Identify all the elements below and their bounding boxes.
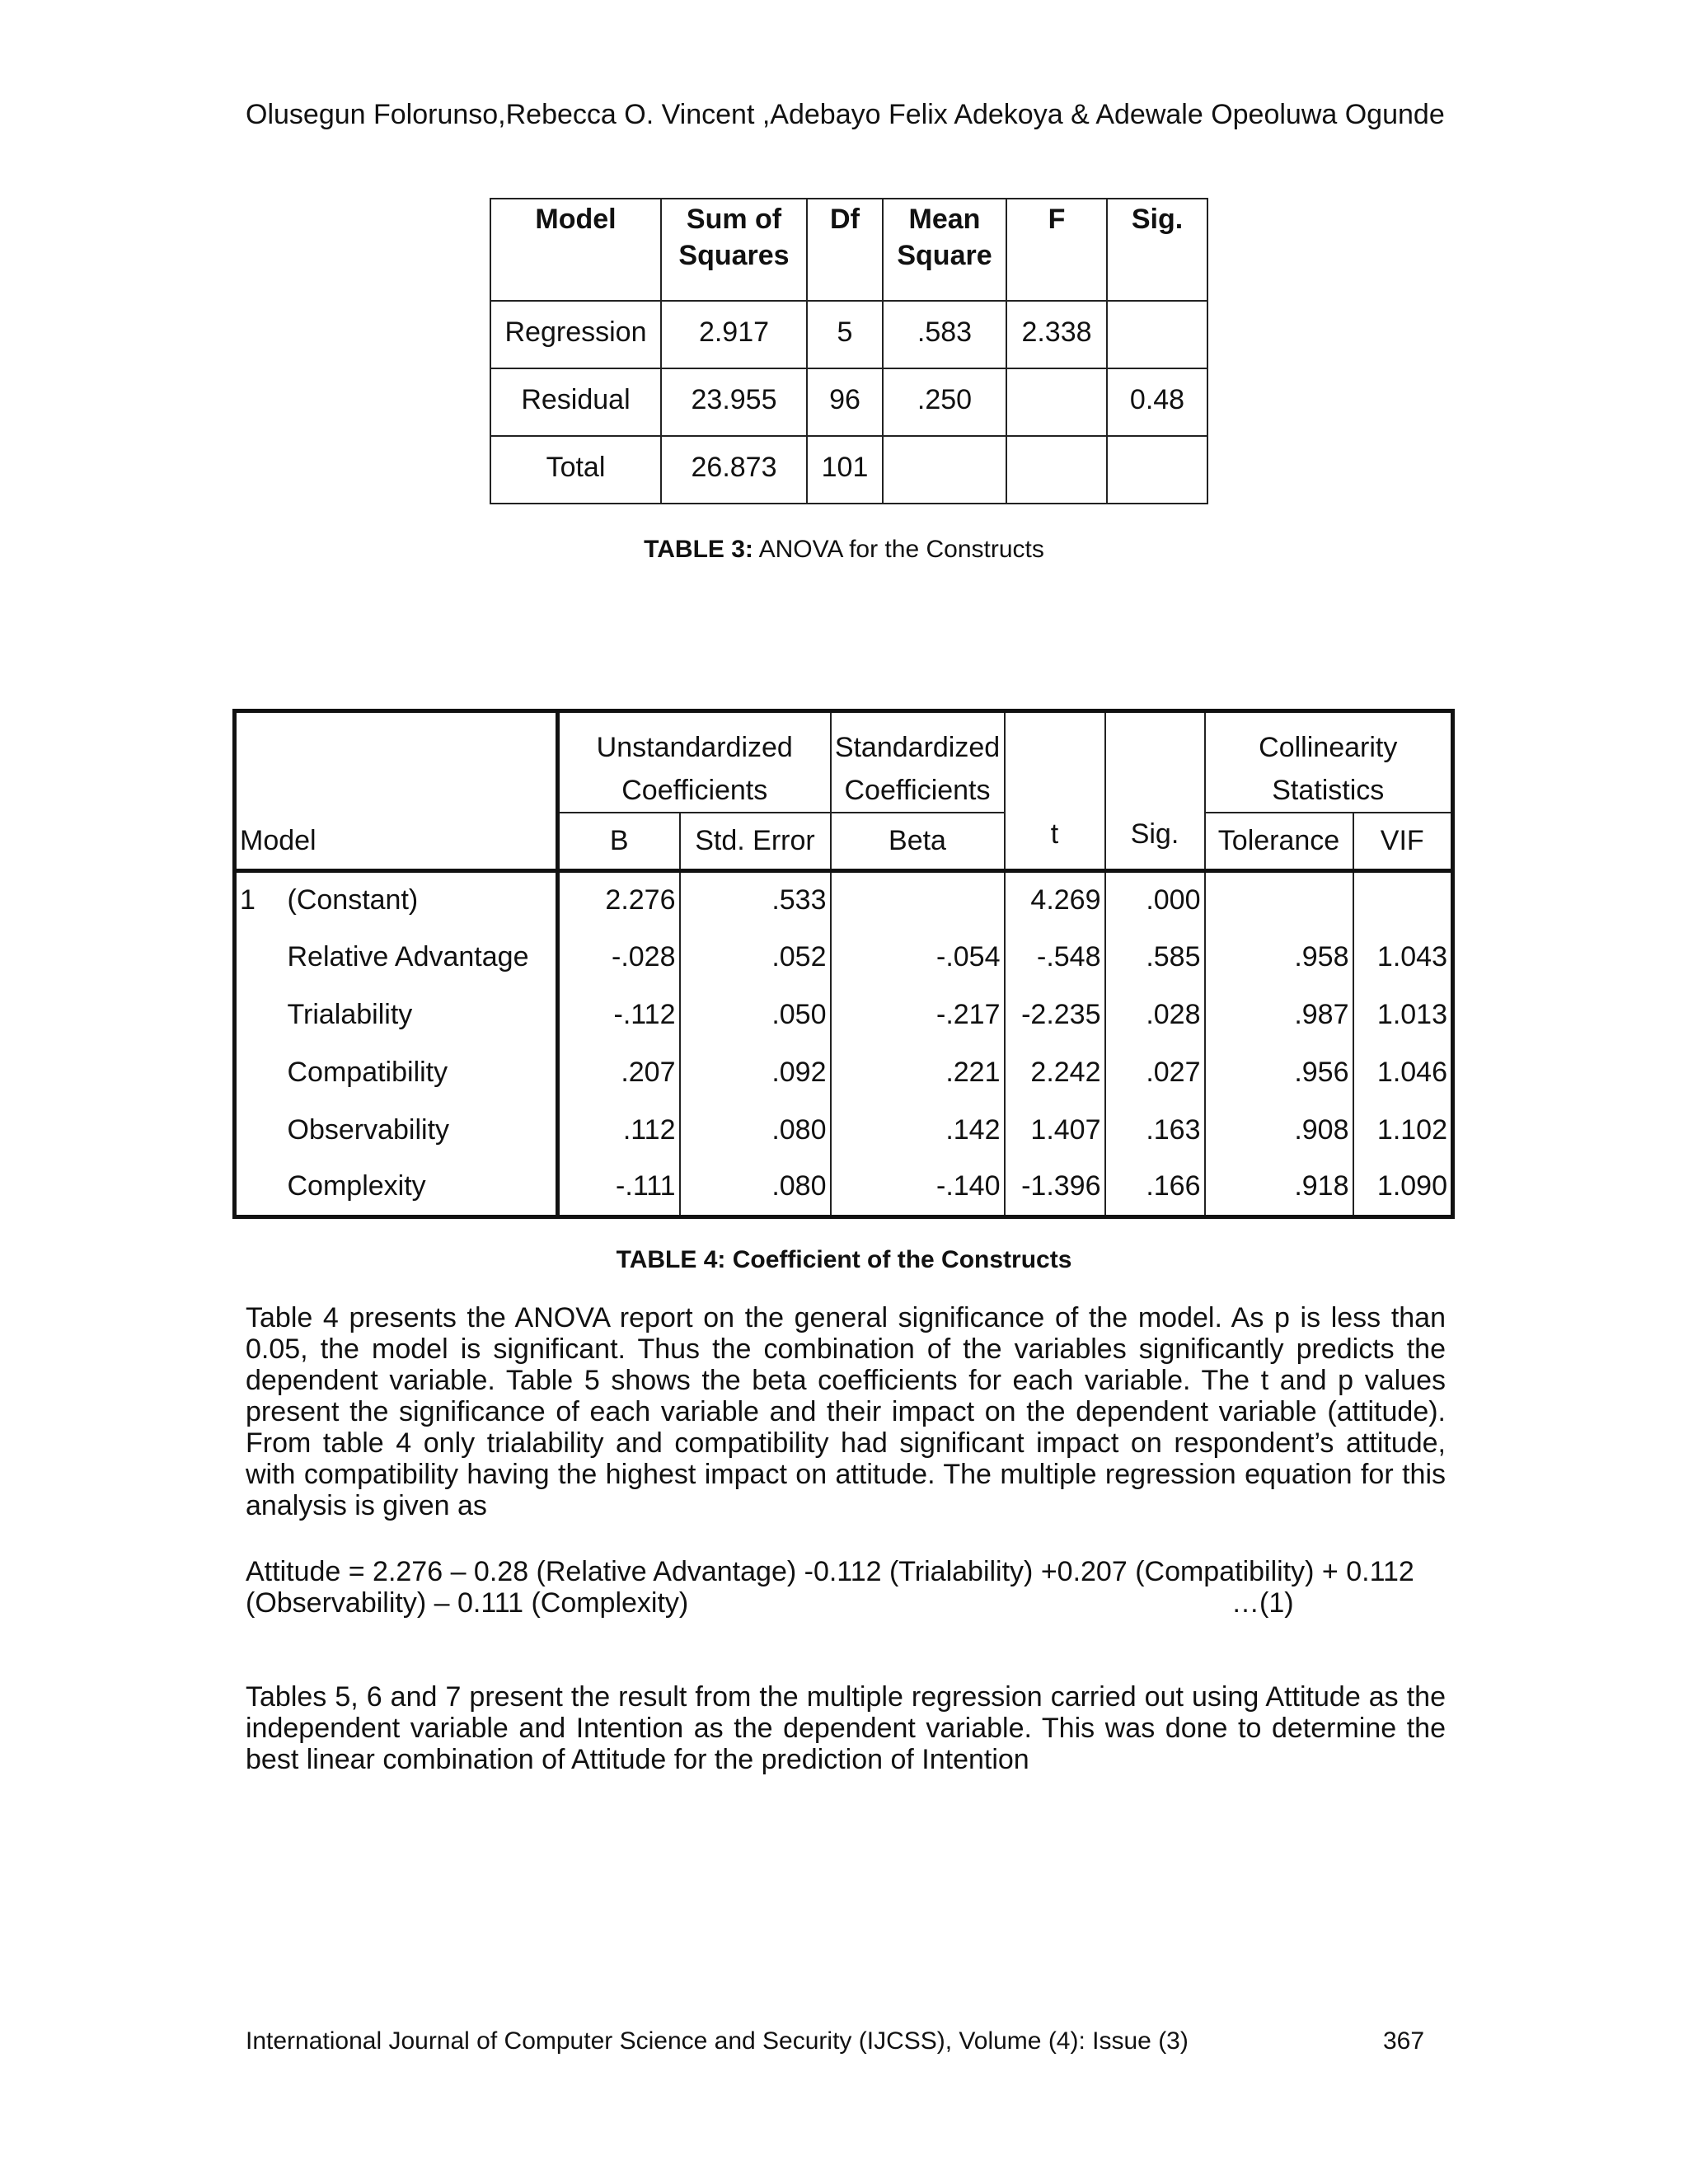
- table-cell: -.028: [558, 928, 680, 986]
- table-cell: 96: [807, 368, 883, 436]
- table-row: [235, 1043, 1453, 1101]
- table-cell: .050: [680, 986, 831, 1043]
- row-label: (Constant): [284, 870, 558, 928]
- col-header: Sig.: [1107, 199, 1207, 301]
- table-cell: .142: [831, 1101, 1005, 1159]
- table-cell: 2.917: [661, 301, 807, 368]
- table-cell: [1006, 436, 1107, 504]
- row-label: Relative Advantage: [287, 940, 529, 972]
- table-cell: -2.235: [1005, 986, 1105, 1043]
- equation-line: Attitude = 2.276 – 0.28 (Relative Advantage) -0.112 (Trialability) +0.207 (Compatibility) + 0.112: [246, 1556, 1414, 1587]
- collinearity-header: Collinearity Statistics: [1205, 711, 1453, 813]
- table-row: [235, 928, 1453, 986]
- table-cell: [831, 870, 1005, 928]
- unstandardized-header: Unstandardized Coefficients: [558, 711, 831, 813]
- table-cell: -.548: [1005, 928, 1105, 986]
- col-header: Sum of Squares: [661, 199, 807, 301]
- table-cell: .908: [1205, 1101, 1353, 1159]
- body-paragraph: Tables 5, 6 and 7 present the result from the multiple regression carried out using Attitude as the independent variable and Intention as the dependent variable. This was done to determine the best linear combination of Attitude for the prediction of Intention: [246, 1681, 1446, 1775]
- col-header: Model: [490, 199, 661, 301]
- row-label: Trialability: [287, 998, 413, 1030]
- table-cell: -1.396: [1005, 1159, 1105, 1216]
- table-cell: 0.48: [1107, 368, 1207, 436]
- empty-cell: [235, 928, 284, 986]
- journal-citation: International Journal of Computer Science and Security (IJCSS), Volume (4): Issue (3): [246, 2027, 1189, 2055]
- model-header: Model: [240, 824, 316, 856]
- beta-header: Beta: [831, 813, 1005, 870]
- table-cell: 1.090: [1353, 1159, 1453, 1216]
- table-cell: .250: [883, 368, 1006, 436]
- table-3-caption: [0, 536, 1688, 564]
- table-cell: [1006, 368, 1107, 436]
- table-cell: -.111: [558, 1159, 680, 1216]
- table-cell: 101: [807, 436, 883, 504]
- table-cell: [883, 436, 1006, 504]
- table-cell: 2.276: [558, 870, 680, 928]
- standardized-header: Standardized Coefficients: [831, 711, 1005, 813]
- table-cell: 1.102: [1353, 1101, 1453, 1159]
- table-cell: 2.338: [1006, 301, 1107, 368]
- table-cell: -.217: [831, 986, 1005, 1043]
- sig-header: Sig.: [1105, 711, 1205, 871]
- table-cell: .052: [680, 928, 831, 986]
- page-footer: [246, 2027, 1446, 2055]
- table-cell: 4.269: [1005, 870, 1105, 928]
- empty-cell: [235, 1043, 284, 1101]
- table-cell: .080: [680, 1159, 831, 1216]
- table-cell: .112: [558, 1101, 680, 1159]
- table-cell: .000: [1105, 870, 1205, 928]
- running-header: Olusegun Folorunso,Rebecca O. Vincent ,Adebayo Felix Adekoya & Adewale Opeoluwa Ogunde: [246, 99, 1445, 130]
- model-number: 1: [235, 870, 284, 928]
- table-cell: .080: [680, 1101, 831, 1159]
- table-cell: Regression: [490, 301, 661, 368]
- table-cell: -.054: [831, 928, 1005, 986]
- table-4-caption: TABLE 4: Coefficient of the Constructs: [616, 1246, 1072, 1273]
- regression-equation: [246, 1556, 1446, 1619]
- table-cell: .583: [883, 301, 1006, 368]
- std-error-header: Std. Error: [680, 813, 831, 870]
- t-header: t: [1005, 711, 1105, 871]
- anova-header-row: [490, 199, 1207, 301]
- table-cell: [1107, 436, 1207, 504]
- equation-number: …(1): [1231, 1587, 1294, 1619]
- table-cell: .956: [1205, 1043, 1353, 1101]
- table-row: [490, 368, 1207, 436]
- vif-header: VIF: [1353, 813, 1453, 870]
- table-cell: .958: [1205, 928, 1353, 986]
- col-header: Mean Square: [883, 199, 1006, 301]
- row-label: Observability: [287, 1113, 450, 1146]
- col-header: Df: [807, 199, 883, 301]
- table-row: [235, 870, 1453, 928]
- table-cell: [1353, 870, 1453, 928]
- empty-cell: [235, 1101, 284, 1159]
- body-paragraph: Table 4 presents the ANOVA report on the general significance of the model. As p is less than 0.05, the model is significant. Thus the combination of the variables significantly predicts the dependent variable. Table 5 shows the beta coefficients for each variable. The t and p values present the significance of each variable and their impact on the dependent variable (attitude). From table 4 only trialability and compatibility had significant impact on respondent’s attitude, with compatibility having the highest impact on attitude. The multiple regression equation for this analysis is given as: [246, 1302, 1446, 1521]
- table-cell: .028: [1105, 986, 1205, 1043]
- equation-line: (Observability) – 0.111 (Complexity): [246, 1587, 689, 1619]
- table-cell: .533: [680, 870, 831, 928]
- table-cell: [1107, 301, 1207, 368]
- table-cell: .163: [1105, 1101, 1205, 1159]
- table-cell: -.112: [558, 986, 680, 1043]
- row-label: Complexity: [287, 1170, 426, 1202]
- tolerance-header: Tolerance: [1205, 813, 1353, 870]
- table-row: [490, 436, 1207, 504]
- page-number: 367: [1383, 2027, 1425, 2055]
- table-row: [235, 1159, 1453, 1216]
- table-cell: -.140: [831, 1159, 1005, 1216]
- table-cell: .166: [1105, 1159, 1205, 1216]
- table-cell: .585: [1105, 928, 1205, 986]
- table-cell: 1.043: [1353, 928, 1453, 986]
- header-row: [235, 711, 1453, 813]
- table-cell: .987: [1205, 986, 1353, 1043]
- table-row: [490, 301, 1207, 368]
- table-cell: 1.407: [1005, 1101, 1105, 1159]
- table-row: [235, 1101, 1453, 1159]
- table-cell: 1.046: [1353, 1043, 1453, 1101]
- table-cell: .918: [1205, 1159, 1353, 1216]
- b-header: B: [558, 813, 680, 870]
- table-cell: Residual: [490, 368, 661, 436]
- table-cell: 5: [807, 301, 883, 368]
- table-cell: .207: [558, 1043, 680, 1101]
- caption-label: TABLE 3:: [644, 536, 753, 563]
- table-cell: Total: [490, 436, 661, 504]
- table-cell: .092: [680, 1043, 831, 1101]
- table-row: [235, 986, 1453, 1043]
- table-cell: 1.013: [1353, 986, 1453, 1043]
- caption-text: ANOVA for the Constructs: [753, 536, 1044, 563]
- table-cell: 26.873: [661, 436, 807, 504]
- table-cell: 23.955: [661, 368, 807, 436]
- row-label: Compatibility: [287, 1056, 448, 1088]
- coefficients-table: [232, 709, 1455, 1219]
- table-cell: .221: [831, 1043, 1005, 1101]
- empty-cell: [235, 986, 284, 1043]
- table-cell: 2.242: [1005, 1043, 1105, 1101]
- col-header: F: [1006, 199, 1107, 301]
- table-cell: [1205, 870, 1353, 928]
- anova-table: [490, 198, 1208, 504]
- empty-cell: [235, 1159, 284, 1216]
- table-cell: .027: [1105, 1043, 1205, 1101]
